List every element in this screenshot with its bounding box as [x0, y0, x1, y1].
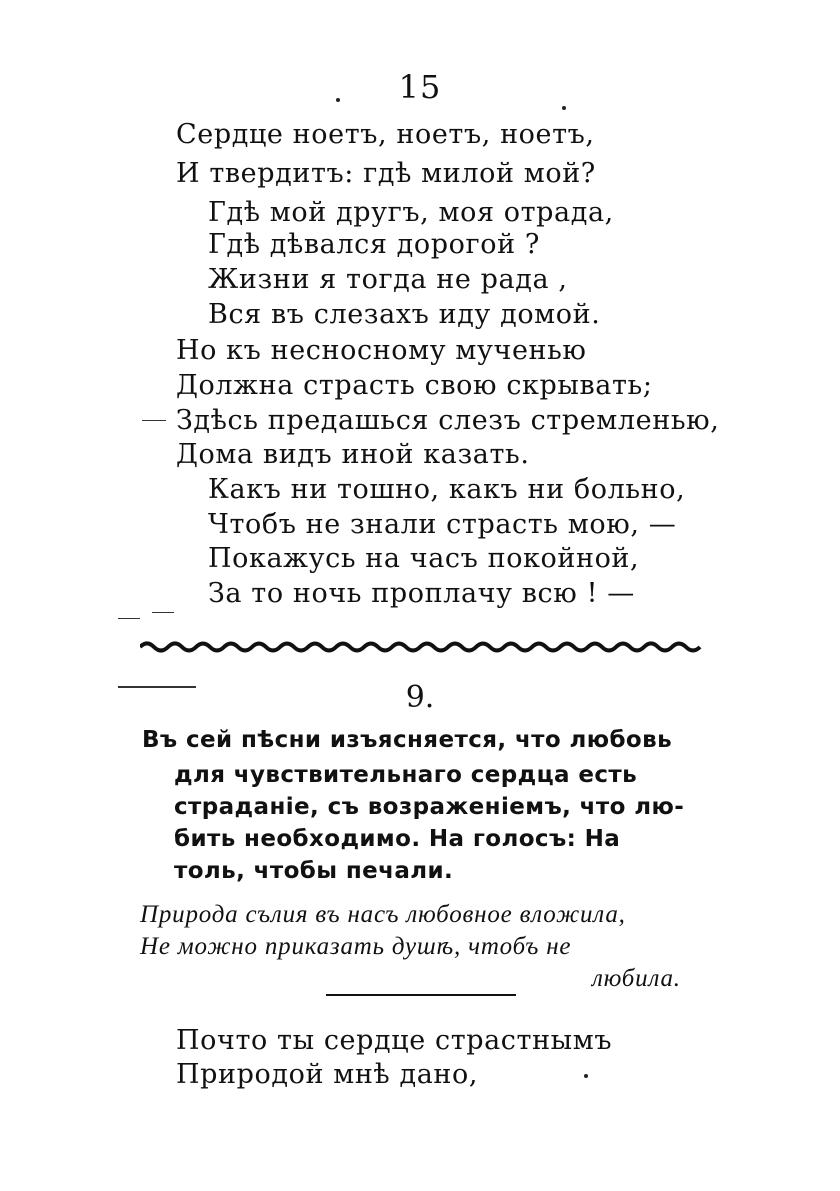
- song-number: 9.: [405, 680, 435, 715]
- poem-line: Жизни я тогда не рада ,: [208, 264, 568, 295]
- description-line: бить необходимо. На голосъ: На: [174, 826, 621, 852]
- ink-speck: [562, 106, 566, 110]
- page-number: 15: [398, 68, 442, 106]
- poem-line: Природой мнѣ дано,: [176, 1059, 479, 1090]
- wavy-divider: [140, 630, 705, 660]
- poem-line: За то ночь проплачу всю ! —: [208, 578, 635, 609]
- poem-line: Чтобъ не знали страсть мою, —: [208, 509, 677, 540]
- ink-speck: [336, 98, 340, 102]
- ink-mark: [152, 612, 174, 613]
- poem-line: Почто ты сердце страстнымъ: [176, 1025, 613, 1056]
- ink-mark: [118, 618, 140, 619]
- description-line: Въ сей пѣсни изъясняется, что любовь: [142, 727, 673, 753]
- description-line: для чувствительнаго сердца есть: [174, 762, 638, 788]
- epigraph-line: Не можно приказать душѣ, чтобъ не: [140, 933, 572, 960]
- poem-line: Здѣсь предашься слезъ стремленью,: [176, 405, 720, 436]
- poem-line: Дома видъ иной казать.: [176, 439, 530, 470]
- poem-line: Покажусь на часъ покойной,: [208, 543, 640, 574]
- epigraph-line: любила.: [592, 965, 681, 992]
- poem-line: Вся въ слезахъ иду домой.: [208, 299, 601, 330]
- poem-line: Должна страсть свою скрывать;: [176, 370, 653, 401]
- ink-mark: [142, 420, 166, 421]
- poem-line: Гдѣ мой другъ, моя отрада,: [208, 197, 614, 228]
- poem-line: Гдѣ дѣвался дорогой ?: [208, 229, 540, 260]
- ink-speck: [584, 1074, 588, 1078]
- description-line: толь, чтобы печали.: [174, 858, 454, 884]
- poem-line: Какъ ни тошно, какъ ни больно,: [208, 474, 686, 505]
- section-rule: [326, 994, 516, 996]
- description-line: страданіе, съ возраженіемъ, что лю-: [174, 794, 685, 820]
- epigraph-line: Природа сълия въ насъ любовное вложила,: [140, 901, 626, 928]
- poem-line: И твердитъ: гдѣ милой мой?: [176, 158, 596, 189]
- poem-line: Сердце ноетъ, ноетъ, ноетъ,: [176, 119, 595, 150]
- poem-line: Но къ несносному мученью: [176, 335, 587, 366]
